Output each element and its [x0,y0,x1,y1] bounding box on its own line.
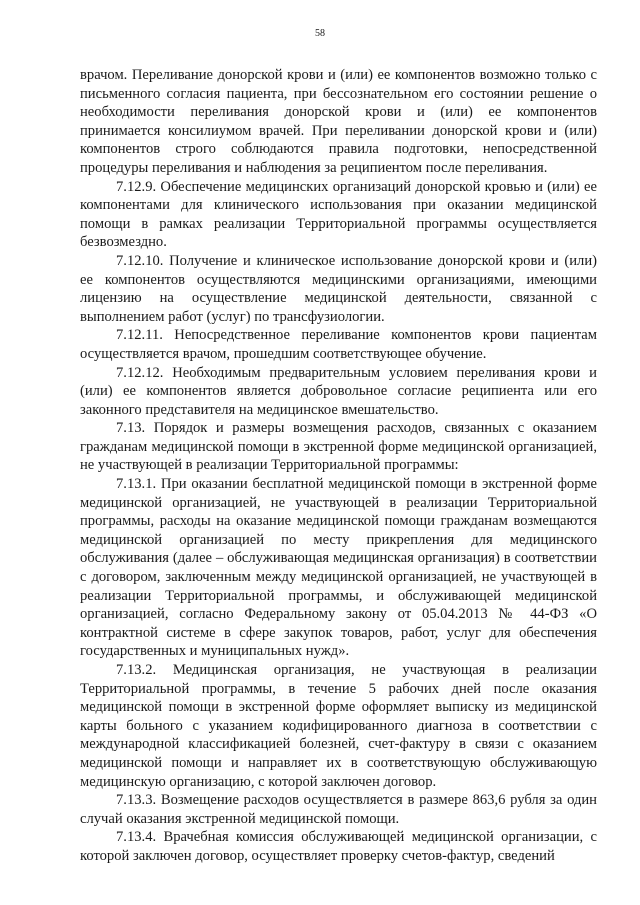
paragraph-7-13-2: 7.13.2. Медицинская организация, не участвующая в реализации Территориальной программы, в течение 5 рабочих дней после оказания медицинской помощи в экстренной форме оформляет выписку из медицинской карты больного с указанием кодифицированного диагноза в соответствии с международной классификацией болезней, счет-фактуру в связи с оказанием медицинской помощи и направляет их в соответствующую обслуживающую медицинскую организацию, с которой заключен договор. [80,662,597,790]
paragraph-7-12-12: 7.12.12. Необходимым предварительным условием переливания крови и (или) ее компонентов является добровольное согласие реципиента или его законного представителя на медицинское вмешательство. [80,364,597,418]
paragraph-7-12-11: 7.12.11. Непосредственное переливание компонентов крови пациентам осуществляется врачом, прошедшим соответствующее обучение. [80,327,597,362]
paragraph-7-12-9: 7.12.9. Обеспечение медицинских организаций донорской кровью и (или) ее компонентами для клинического использования при оказании медицинской помощи в рамках реализации Территориальной программы осуществляется безвозмездно. [80,178,597,251]
paragraph-7-13-3: 7.13.3. Возмещение расходов осуществляется в размере 863,6 рубля за один случай оказания экстренной медицинской помощи. [80,792,597,827]
paragraph-7-13: 7.13. Порядок и размеры возмещения расходов, связанных с оказанием гражданам медицинской помощи в экстренной форме медицинской организацией, не участвующей в реализации Территориальной программы: [80,420,597,474]
page-number: 58 [315,28,325,39]
document-body [80,66,597,866]
paragraph-continuation: врачом. Переливание донорской крови и (или) ее компонентов возможно только с письменного согласия пациента, при бессознательном его состоянии решение о необходимости переливания донорской крови и (или) ее компонентов принимается консилиумом врачей. При переливании донорской крови и (или) компонентов строго соблюдаются правила подготовки, непосредственной процедуры переливания и наблюдения за реципиентом после переливания. [80,67,597,176]
paragraph-7-13-4: 7.13.4. Врачебная комиссия обслуживающей медицинской организации, с которой заключен договор, осуществляет проверку счетов-фактур, сведений [80,829,597,864]
paragraph-7-12-10: 7.12.10. Получение и клиническое использование донорской крови и (или) ее компонентов осуществляются медицинскими организациями, имеющими лицензию на осуществление медицинской деятельности, связанной с выполнением работ (услуг) по трансфузиологии. [80,252,597,325]
paragraph-7-13-1: 7.13.1. При оказании бесплатной медицинской помощи в экстренной форме медицинской организацией, не участвующей в реализации Территориальной программы, расходы на оказание медицинской помощи гражданам возмещаются медицинской организацией по месту прикрепления для медицинского обслуживания (далее – обслуживающая медицинская организация) в соответствии с договором, заключенным между медицинской организацией, не участвующей в реализации Территориальной программы, и обслуживающей медицинской организацией, согласно Федеральному закону от 05.04.2013 № 44-ФЗ «О контрактной системе в сфере закупок товаров, работ, услуг для обеспечения государственных и муниципальных нужд». [80,476,597,660]
